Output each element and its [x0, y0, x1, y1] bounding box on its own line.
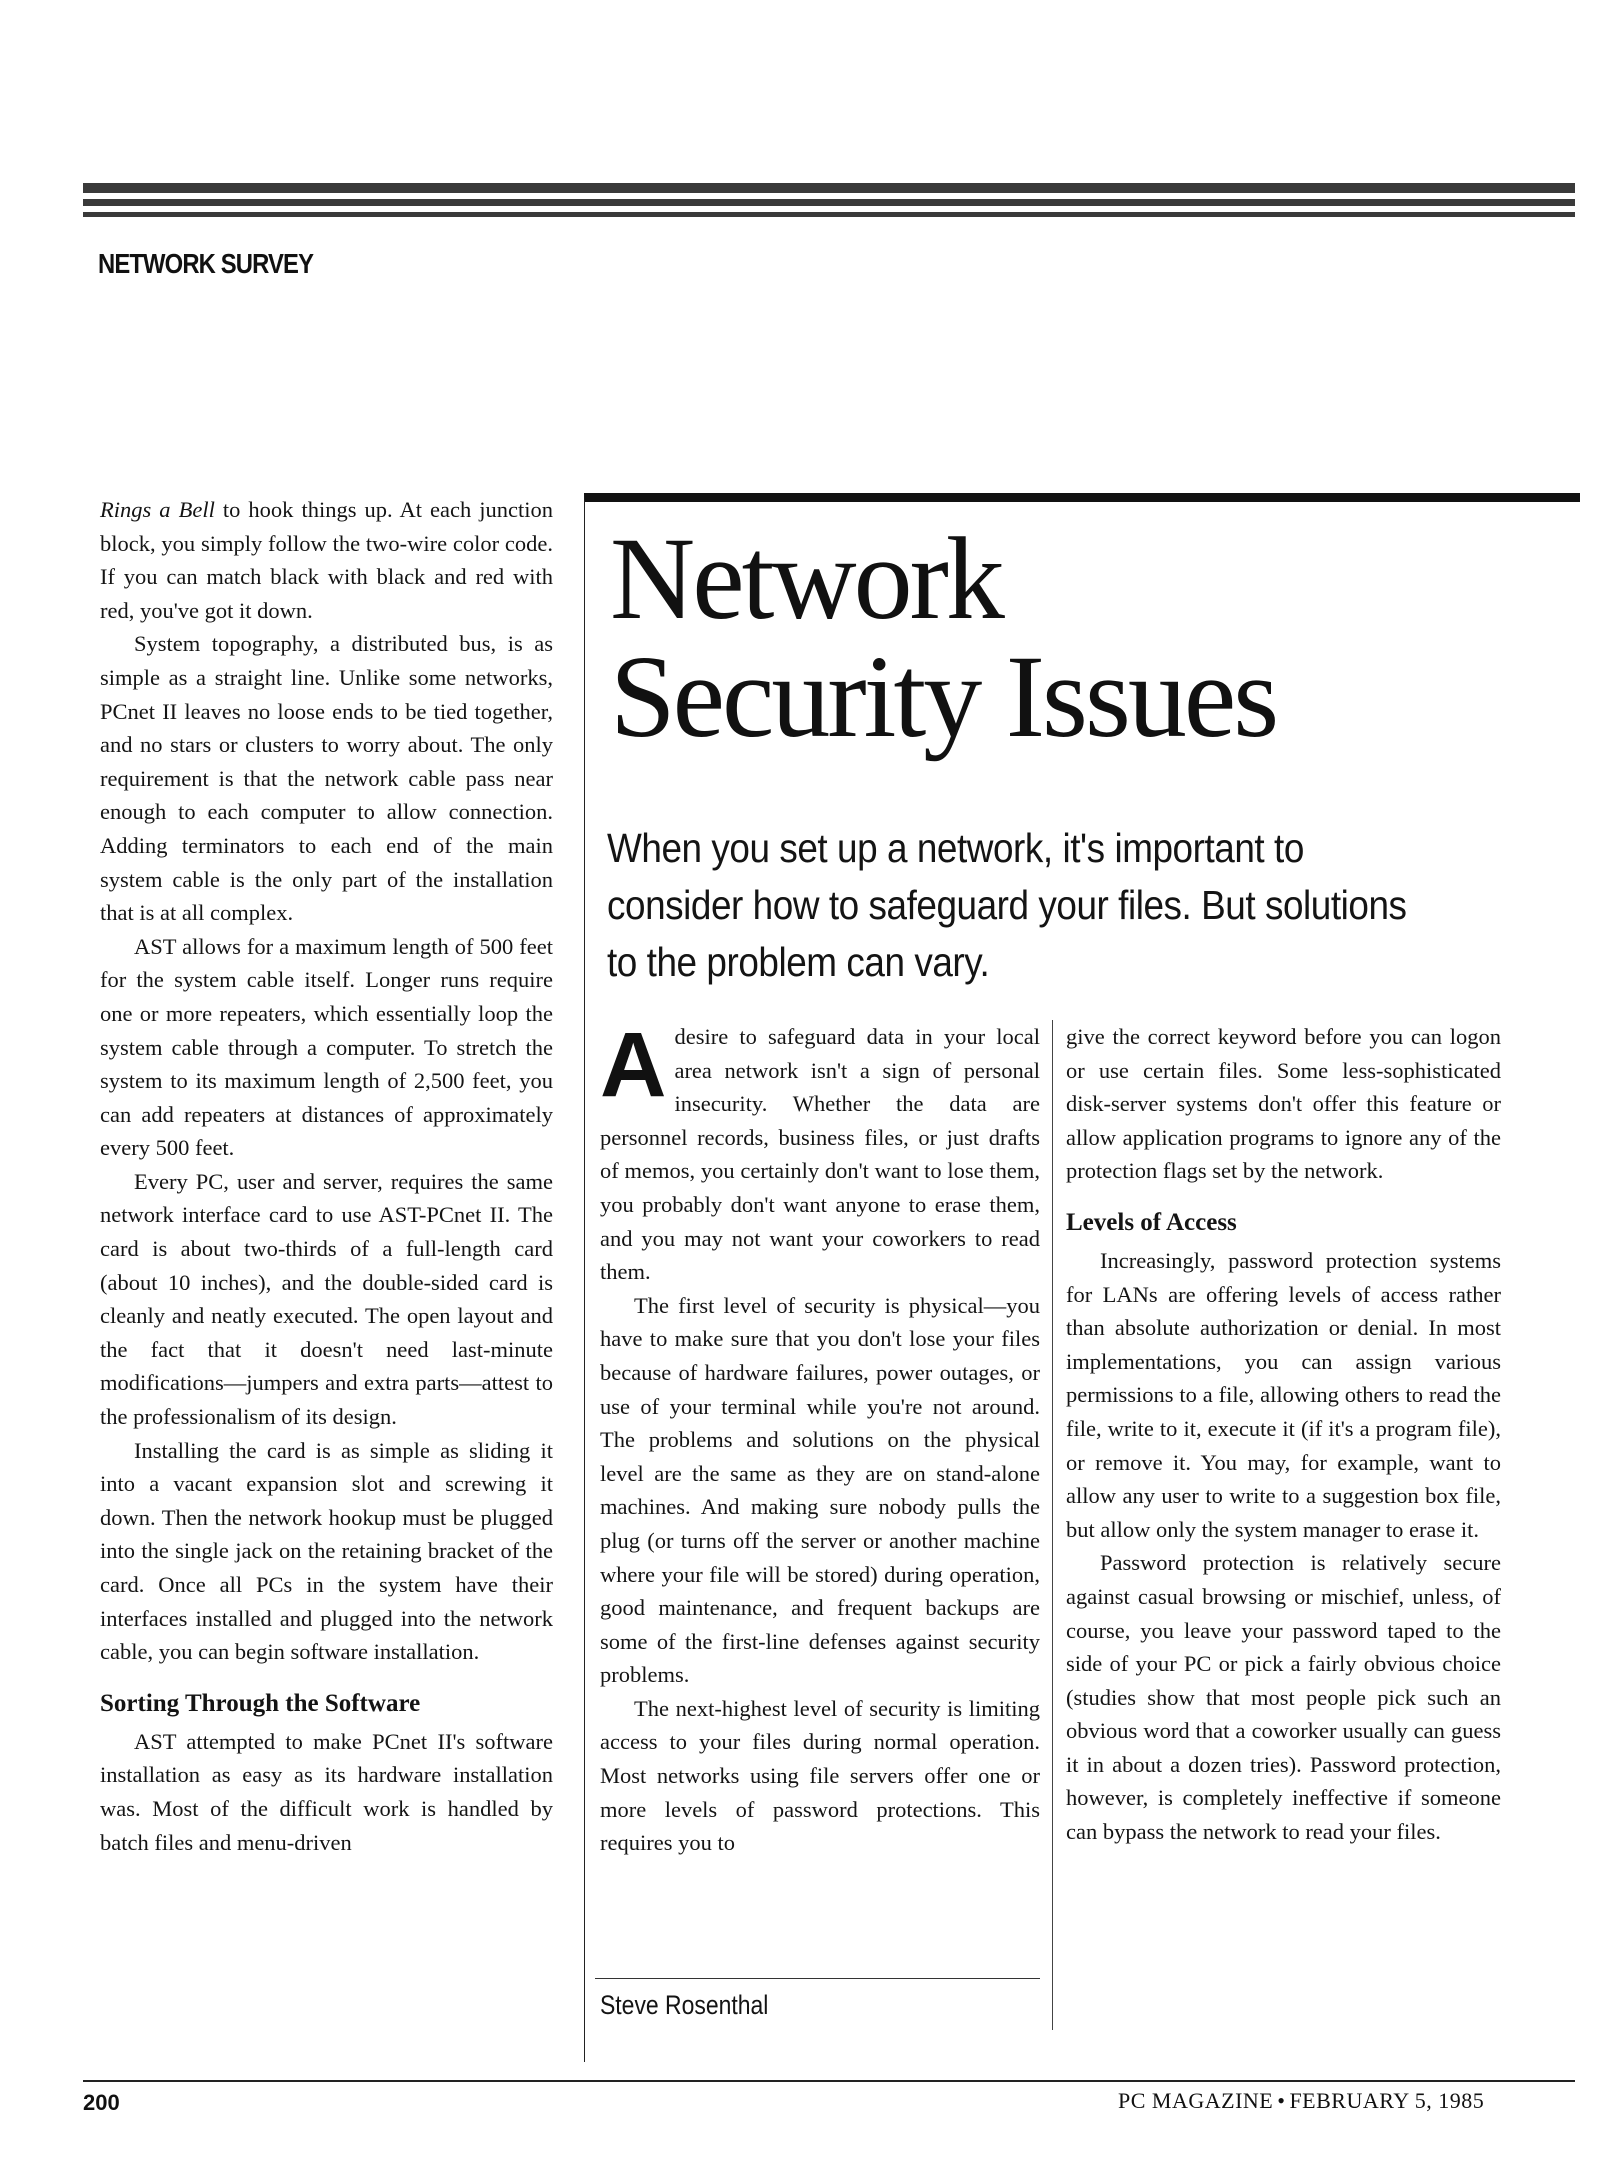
italic-title: Rings a Bell: [100, 497, 215, 522]
header-rule-thin: [83, 212, 1575, 217]
page-number: 200: [83, 2090, 120, 2115]
article-column-2: [1066, 1020, 1501, 1849]
article-paragraph-3: The next-highest level of security is limiting access to your files during normal operation. Most networks using file servers offer one or more levels of password protections. This requires you to: [600, 1695, 1040, 1856]
publication-footer: [1118, 2088, 1484, 2114]
left-subhead: Sorting Through the Software: [100, 1689, 421, 1717]
left-column: [100, 493, 553, 1859]
headline-line-1: Network: [610, 513, 1002, 644]
left-paragraph-5: AST attempted to make PCnet II's software installation as easy as its hardware installation was. Most of the difficult work is handled by batch files and menu-driven: [100, 1728, 553, 1855]
byline: Steve Rosenthal: [600, 1990, 769, 2020]
section-label: NETWORK SURVEY: [98, 248, 314, 279]
article-paragraph-1-text: desire to safeguard data in your local area network isn't a sign of personal insecurity. Whether the data are personnel records, business files, or just drafts of memos, you certainly don't want to lose them, you probably don't want anyone to erase them, and you may not want your coworkers to read them.: [600, 1024, 1040, 1285]
article-paragraph-5: Increasingly, password protection systems for LANs are offering levels of access rather than absolute authorization or denial. In most implementations, you can assign various permissions to a file, allowing others to read the file, write to it, execute it (if it's a program file), or remove it. You may, for example, want to allow any user to write to a suggestion box file, but allow only the system manager to erase it.: [1066, 1247, 1501, 1542]
publication-name: PC MAGAZINE: [1118, 2088, 1274, 2113]
article-deck: When you set up a network, it's important to consider how to safeguard your files. But solutions to the problem can vary.: [607, 825, 1407, 985]
article-headline: [610, 513, 1570, 762]
left-paragraph-0: [100, 493, 553, 627]
drop-cap: A: [600, 1014, 667, 1116]
left-paragraph-2: AST allows for a maximum length of 500 feet for the system cable itself. Longer runs require one or more repeaters, which essentially loop the system cable through a computer. To stretch the system to its maximum length of 2,500 feet, you can add repeaters at distances of approximately every 500 feet.: [100, 933, 553, 1161]
left-paragraph-1: System topography, a distributed bus, is as simple as a straight line. Unlike some networks, PCnet II leaves no loose ends to be tied together, and no stars or clusters to worry about. The only requirement is that the network cable pass near enough to each computer to allow connection. Adding terminators to each end of the main system cable is the only part of the installation that is at all complex.: [100, 631, 553, 926]
header-rule-thick: [83, 183, 1575, 193]
article-subhead: Levels of Access: [1066, 1208, 1237, 1236]
footer-rule: [83, 2080, 1575, 2082]
header-rules: [83, 183, 1575, 217]
left-paragraph-4: Installing the card is as simple as sliding it into a vacant expansion slot and screwing it down. Then the network hookup must be plugged into the single jack on the retaining bracket of the card. Once all PCs in the system have their interfaces installed and plugged into the network cable, you can begin software installation.: [100, 1437, 553, 1665]
article-paragraph-6: Password protection is relatively secure against casual browsing or mischief, unless, of course, you leave your password taped to the side of your PC or pick a fairly obvious choice (studies show that most people pick such an obvious word that a coworker usually can guess it in about a dozen tries). Password protection, however, is completely ineffective if someone can bypass the network to read your files.: [1066, 1550, 1501, 1845]
publication-date: FEBRUARY 5, 1985: [1289, 2088, 1485, 2113]
headline-line-2: Security Issues: [610, 631, 1277, 762]
article-paragraph-1: [600, 1014, 1040, 1289]
byline-rule: [595, 1978, 1040, 1979]
article-column-1: [600, 1014, 1040, 1860]
header-rule-medium: [83, 199, 1575, 206]
article-paragraph-2: The first level of security is physical—you have to make sure that you don't lose your files because of hardware failures, power outages, or use of your terminal while you're not around. The problems and solutions on the physical level are the same as they are on stand-alone machines. And making sure nobody pulls the plug (or turns off the server or another machine where your file will be stored) during operation, good maintenance, and frequent backups are some of the first-line defenses against security problems.: [600, 1292, 1040, 1688]
column-divider: [1052, 1020, 1053, 2030]
left-paragraph-0-text: to hook things up. At each junction block, you simply follow the two-wire color code. If you can match black with black and red with red, you've got it down.: [100, 497, 553, 623]
article-paragraph-4: give the correct keyword before you can logon or use certain files. Some less-sophisticated disk-server systems don't offer this feature or allow application programs to ignore any of the protection flags set by the network.: [1066, 1024, 1501, 1184]
footer-bullet: •: [1277, 2088, 1286, 2113]
left-paragraph-3: Every PC, user and server, requires the same network interface card to use AST-PCnet II. The card is about two-thirds of a full-length card (about 10 inches), and the double-sided card is cleanly and neatly executed. The open layout and the fact that it doesn't need last-minute modifications—jumpers and extra parts—attest to the professionalism of its design.: [100, 1168, 553, 1430]
